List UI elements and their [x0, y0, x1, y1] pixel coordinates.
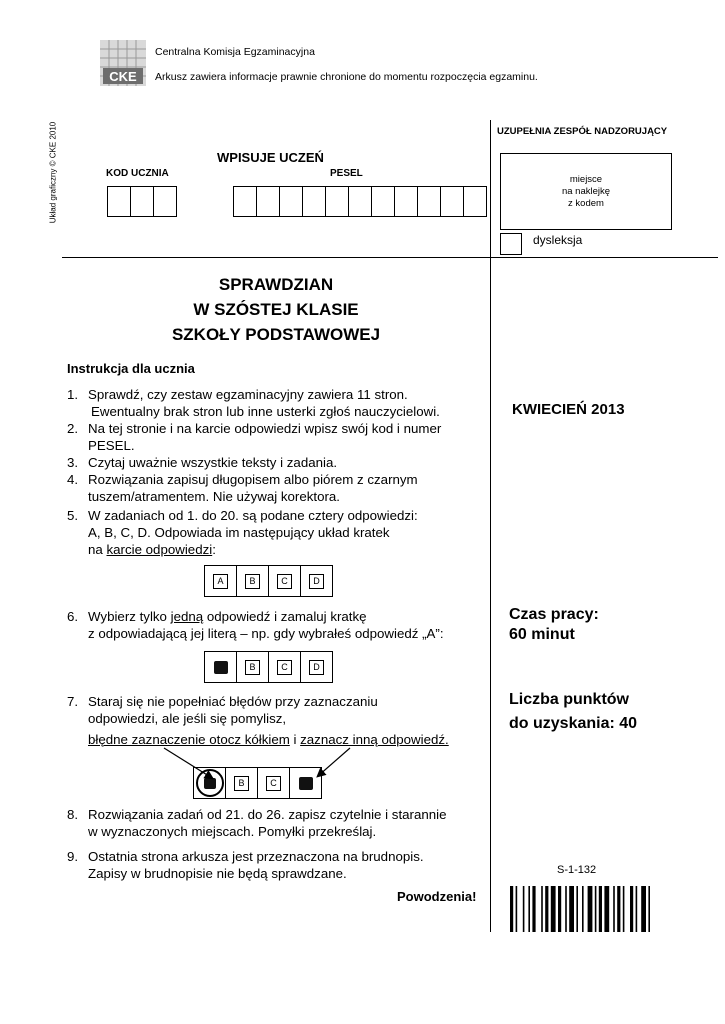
proctor-heading: UZUPEŁNIA ZESPÓŁ NADZORUJĄCY [497, 126, 668, 137]
answer-example-empty [204, 565, 333, 597]
points-label: Liczba punktów [509, 691, 629, 708]
pesel-digit-box[interactable] [303, 187, 326, 216]
pesel-field[interactable] [233, 186, 487, 217]
answer-letter: C [266, 776, 281, 791]
barcode-bar [636, 886, 638, 932]
barcode-bar [532, 886, 535, 932]
code-sticker-box [500, 153, 672, 230]
barcode-bar [565, 886, 567, 932]
sheet-code: S-1-132 [557, 864, 597, 876]
answer-card-link-text: karcie odpowiedzi [106, 542, 213, 557]
pesel-digit-box[interactable] [326, 187, 349, 216]
barcode-bar [541, 886, 543, 932]
pesel-digit-box[interactable] [441, 187, 464, 216]
exam-month: KWIECIEŃ 2013 [512, 401, 625, 418]
pesel-digit-box[interactable] [349, 187, 372, 216]
good-luck-text: Powodzenia! [397, 889, 477, 904]
student-code-field[interactable] [107, 186, 177, 217]
answer-letter: A [213, 574, 228, 589]
barcode-bar [595, 886, 597, 932]
dyslexia-label: dysleksja [533, 233, 583, 247]
time-value: 60 minut [509, 626, 575, 643]
answer-letter: D [309, 574, 324, 589]
exam-title [62, 272, 490, 347]
barcode-bar [528, 886, 530, 932]
title-line: SZKOŁY PODSTAWOWEJ [171, 325, 381, 344]
correction-arrows [150, 740, 370, 790]
barcode-bar [551, 886, 556, 932]
barcode-bar [576, 886, 578, 932]
pesel-digit-box[interactable] [234, 187, 257, 216]
title-line: W SZÓSTEJ KLASIE [193, 300, 359, 319]
pesel-label: PESEL [330, 168, 363, 179]
vertical-divider [490, 120, 491, 932]
barcode-bar [630, 886, 633, 932]
code-digit-box[interactable] [154, 187, 176, 216]
pesel-digit-box[interactable] [395, 187, 418, 216]
barcode-bar [569, 886, 574, 932]
barcode-bar [523, 886, 525, 932]
barcode-bar [623, 886, 625, 932]
answer-letter: C [277, 574, 292, 589]
barcode-bar [648, 886, 650, 932]
barcode-bar [510, 886, 513, 932]
barcode-bar [641, 886, 646, 932]
answer-letter: D [309, 660, 324, 675]
points-value: do uzyskania: 40 [509, 715, 638, 732]
barcode-bar [613, 886, 615, 932]
organization-name: Centralna Komisja Egzaminacyjna [155, 46, 315, 58]
time-label: Czas pracy: [509, 606, 599, 623]
sticker-line: na naklejkę [561, 185, 611, 197]
sticker-line: miejsce [569, 173, 603, 185]
barcode [510, 886, 708, 932]
answer-letter: B [245, 574, 260, 589]
pesel-digit-box[interactable] [372, 187, 395, 216]
instructions-heading: Instrukcja dla ucznia [67, 361, 195, 376]
pesel-digit-box[interactable] [257, 187, 280, 216]
side-credit: Układ graficzny © CKE 2010 [48, 121, 58, 224]
barcode-bar [516, 886, 518, 932]
logo-text: CKE [109, 69, 137, 84]
answer-letter: B [234, 776, 249, 791]
barcode-bar [588, 886, 593, 932]
filled-mark [214, 661, 228, 674]
answer-letter: C [277, 660, 292, 675]
confidentiality-notice: Arkusz zawiera informacje prawnie chronione do momentu rozpoczęcia egzaminu. [155, 71, 538, 83]
cke-logo [100, 40, 146, 86]
code-digit-box[interactable] [108, 187, 131, 216]
student-code-label: KOD UCZNIA [106, 168, 169, 179]
sticker-line: z kodem [568, 197, 604, 209]
dyslexia-checkbox[interactable] [500, 233, 522, 255]
barcode-bar [604, 886, 609, 932]
horizontal-divider [62, 257, 718, 258]
pesel-digit-box[interactable] [464, 187, 486, 216]
answer-example-marked [204, 651, 333, 683]
barcode-bar [599, 886, 602, 932]
answer-letter: B [245, 660, 260, 675]
barcode-bar [545, 886, 548, 932]
barcode-bar [582, 886, 584, 932]
title-line: SPRAWDZIAN [218, 275, 334, 294]
student-heading: WPISUJE UCZEŃ [217, 150, 324, 165]
pesel-digit-box[interactable] [418, 187, 441, 216]
code-digit-box[interactable] [131, 187, 154, 216]
pesel-digit-box[interactable] [280, 187, 303, 216]
barcode-bar [558, 886, 561, 932]
barcode-bar [617, 886, 620, 932]
